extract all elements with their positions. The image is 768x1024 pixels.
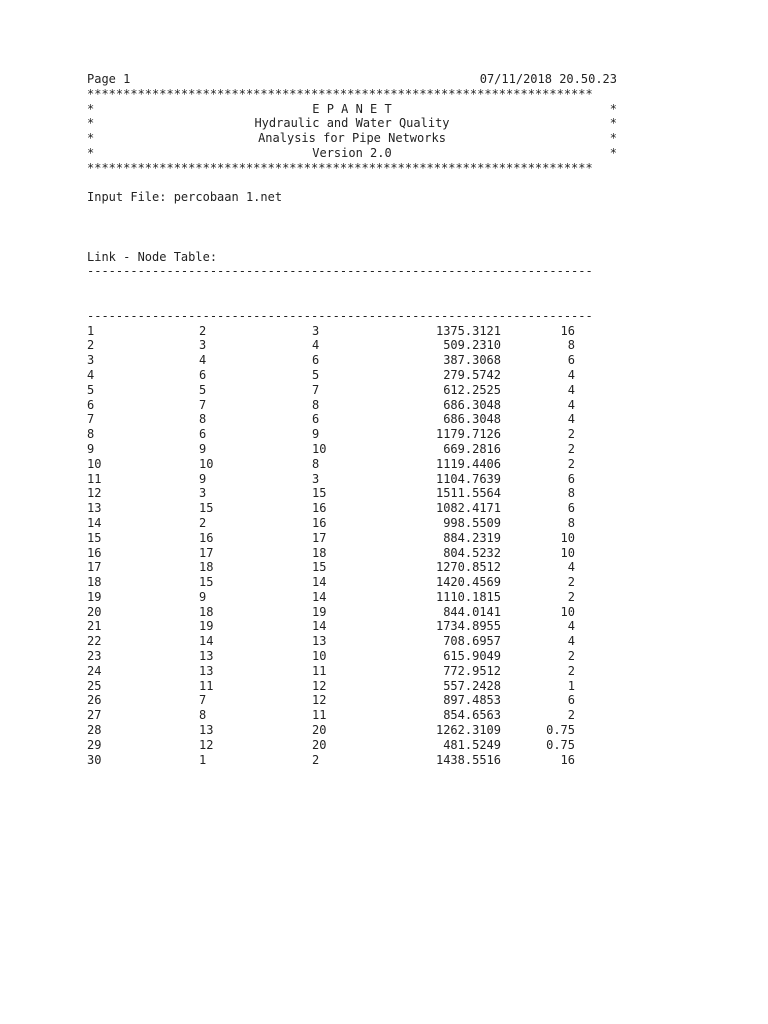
length-cell: 884.2319 xyxy=(443,530,501,545)
diameter-cell: 0.75 xyxy=(546,723,575,738)
end-node-cell: 17 xyxy=(312,530,327,545)
diameter-cell: 6 xyxy=(567,693,575,708)
length-cell: 1179.7126 xyxy=(435,427,501,442)
end-node-cell: 12 xyxy=(312,678,327,693)
link-id-cell: 10 xyxy=(87,456,102,471)
end-node-cell: 9 xyxy=(312,427,320,442)
table-row xyxy=(87,708,617,723)
diameter-cell: 0.75 xyxy=(546,737,575,752)
table-row xyxy=(87,738,617,753)
start-node-cell: 9 xyxy=(199,471,207,486)
start-node-cell: 13 xyxy=(199,663,214,678)
length-cell: 612.2525 xyxy=(443,382,501,397)
length-cell: 279.5742 xyxy=(443,367,501,382)
length-cell: 1511.5564 xyxy=(435,486,501,501)
page-header xyxy=(87,72,617,87)
length-cell: 1119.4406 xyxy=(435,456,501,471)
diameter-cell: 2 xyxy=(567,708,575,723)
length-cell: 509.2310 xyxy=(443,338,501,353)
length-cell: 1104.7639 xyxy=(435,471,501,486)
diameter-cell: 4 xyxy=(567,634,575,649)
diameter-cell: 2 xyxy=(567,575,575,590)
banner-line-title xyxy=(87,102,617,117)
end-node-cell: 15 xyxy=(312,486,327,501)
end-node-cell: 14 xyxy=(312,589,327,604)
length-cell: 804.5232 xyxy=(443,545,501,560)
length-cell: 557.2428 xyxy=(443,678,501,693)
link-id-cell: 27 xyxy=(87,708,102,723)
start-node-cell: 10 xyxy=(199,456,214,471)
table-row xyxy=(87,516,617,531)
diameter-cell: 4 xyxy=(567,412,575,427)
diameter-cell: 4 xyxy=(567,560,575,575)
table-row xyxy=(87,560,617,575)
start-node-cell: 3 xyxy=(199,486,207,501)
table-row xyxy=(87,457,617,472)
link-id-cell: 8 xyxy=(87,427,95,442)
start-node-cell: 4 xyxy=(199,353,207,368)
link-id-cell: 7 xyxy=(87,412,95,427)
banner-line-subtitle xyxy=(87,116,617,131)
start-node-cell: 3 xyxy=(199,338,207,353)
star-rule-bottom: ********************************************************************** xyxy=(87,160,593,175)
length-cell: 1270.8512 xyxy=(435,560,501,575)
table-row xyxy=(87,590,617,605)
end-node-cell: 12 xyxy=(312,693,327,708)
length-cell: 854.6563 xyxy=(443,708,501,723)
length-cell: 669.2816 xyxy=(443,441,501,456)
diameter-cell: 1 xyxy=(567,678,575,693)
table-row xyxy=(87,649,617,664)
link-id-cell: 25 xyxy=(87,678,102,693)
banner-star-right: * xyxy=(609,131,617,146)
link-id-cell: 12 xyxy=(87,486,102,501)
report-datetime: 07/11/2018 20.50.23 xyxy=(479,72,617,86)
link-id-cell: 1 xyxy=(87,323,95,338)
table-row xyxy=(87,398,617,413)
diameter-cell: 8 xyxy=(567,486,575,501)
start-node-cell: 17 xyxy=(199,545,214,560)
link-id-cell: 19 xyxy=(87,589,102,604)
diameter-cell: 4 xyxy=(567,367,575,382)
end-node-cell: 20 xyxy=(312,737,327,752)
link-id-cell: 9 xyxy=(87,441,95,456)
length-cell: 1420.4569 xyxy=(435,575,501,590)
start-node-cell: 7 xyxy=(199,397,207,412)
start-node-cell: 2 xyxy=(199,323,207,338)
dash-rule-top: ---------------------------------------------------------------------- xyxy=(87,264,593,279)
diameter-cell: 10 xyxy=(560,545,575,560)
table-row xyxy=(87,723,617,738)
end-node-cell: 8 xyxy=(312,456,320,471)
length-cell: 1375.3121 xyxy=(435,323,501,338)
end-node-cell: 14 xyxy=(312,575,327,590)
start-node-cell: 11 xyxy=(199,678,214,693)
table-row xyxy=(87,486,617,501)
end-node-cell: 11 xyxy=(312,663,327,678)
diameter-cell: 8 xyxy=(567,515,575,530)
start-node-cell: 7 xyxy=(199,693,207,708)
end-node-cell: 3 xyxy=(312,471,320,486)
length-cell: 686.3048 xyxy=(443,412,501,427)
end-node-cell: 5 xyxy=(312,367,320,382)
diameter-cell: 6 xyxy=(567,353,575,368)
start-node-cell: 6 xyxy=(199,427,207,442)
length-cell: 772.9512 xyxy=(443,663,501,678)
diameter-cell: 4 xyxy=(567,382,575,397)
end-node-cell: 6 xyxy=(312,353,320,368)
length-cell: 897.4853 xyxy=(443,693,501,708)
link-id-cell: 6 xyxy=(87,397,95,412)
start-node-cell: 14 xyxy=(199,634,214,649)
start-node-cell: 18 xyxy=(199,560,214,575)
start-node-cell: 1 xyxy=(199,752,207,767)
table-row xyxy=(87,501,617,516)
length-cell: 1262.3109 xyxy=(435,723,501,738)
end-node-cell: 10 xyxy=(312,441,327,456)
table-header-row-1 xyxy=(87,279,617,294)
start-node-cell: 2 xyxy=(199,515,207,530)
end-node-cell: 15 xyxy=(312,560,327,575)
link-id-cell: 28 xyxy=(87,723,102,738)
link-id-cell: 14 xyxy=(87,515,102,530)
end-node-cell: 8 xyxy=(312,397,320,412)
table-row xyxy=(87,368,617,383)
banner-line-subtitle-2 xyxy=(87,131,617,146)
start-node-cell: 9 xyxy=(199,441,207,456)
length-cell: 998.5509 xyxy=(443,515,501,530)
table-row xyxy=(87,619,617,634)
end-node-cell: 11 xyxy=(312,708,327,723)
link-id-cell: 5 xyxy=(87,382,95,397)
link-id-cell: 13 xyxy=(87,501,102,516)
link-id-cell: 30 xyxy=(87,752,102,767)
diameter-cell: 4 xyxy=(567,397,575,412)
link-id-cell: 4 xyxy=(87,367,95,382)
start-node-cell: 16 xyxy=(199,530,214,545)
table-title: Link - Node Table: xyxy=(87,249,218,264)
table-row xyxy=(87,664,617,679)
link-id-cell: 20 xyxy=(87,604,102,619)
length-cell: 481.5249 xyxy=(443,737,501,752)
start-node-cell: 13 xyxy=(199,649,214,664)
start-node-cell: 15 xyxy=(199,501,214,516)
banner-line-version xyxy=(87,146,617,161)
end-node-cell: 10 xyxy=(312,649,327,664)
end-node-cell: 20 xyxy=(312,723,327,738)
table-row xyxy=(87,693,617,708)
banner-program-name: E P A N E T xyxy=(312,101,392,116)
link-id-cell: 26 xyxy=(87,693,102,708)
end-node-cell: 7 xyxy=(312,382,320,397)
diameter-cell: 10 xyxy=(560,530,575,545)
diameter-cell: 16 xyxy=(560,323,575,338)
link-id-cell: 17 xyxy=(87,560,102,575)
start-node-cell: 12 xyxy=(199,737,214,752)
star-rule-top: ********************************************************************** xyxy=(87,86,593,101)
link-id-cell: 24 xyxy=(87,663,102,678)
report-page xyxy=(87,72,617,767)
link-node-table-body xyxy=(87,324,617,768)
banner-star-left: * xyxy=(87,145,95,160)
end-node-cell: 16 xyxy=(312,501,327,516)
length-cell: 708.6957 xyxy=(443,634,501,649)
table-row xyxy=(87,679,617,694)
start-node-cell: 15 xyxy=(199,575,214,590)
link-id-cell: 3 xyxy=(87,353,95,368)
diameter-cell: 2 xyxy=(567,456,575,471)
end-node-cell: 2 xyxy=(312,752,320,767)
diameter-cell: 2 xyxy=(567,441,575,456)
table-row xyxy=(87,383,617,398)
link-id-cell: 21 xyxy=(87,619,102,634)
dash-rule-header: ---------------------------------------------------------------------- xyxy=(87,308,593,323)
diameter-cell: 8 xyxy=(567,338,575,353)
link-id-cell: 18 xyxy=(87,575,102,590)
table-header-row-2 xyxy=(87,294,617,309)
end-node-cell: 16 xyxy=(312,515,327,530)
link-id-cell: 29 xyxy=(87,737,102,752)
start-node-cell: 5 xyxy=(199,382,207,397)
length-cell: 844.0141 xyxy=(443,604,501,619)
table-row xyxy=(87,472,617,487)
end-node-cell: 14 xyxy=(312,619,327,634)
end-node-cell: 4 xyxy=(312,338,320,353)
link-id-cell: 15 xyxy=(87,530,102,545)
diameter-cell: 10 xyxy=(560,604,575,619)
length-cell: 615.9049 xyxy=(443,649,501,664)
table-row xyxy=(87,338,617,353)
table-row xyxy=(87,412,617,427)
banner-version: Version 2.0 xyxy=(312,145,392,160)
start-node-cell: 13 xyxy=(199,723,214,738)
length-cell: 1110.1815 xyxy=(435,589,501,604)
length-cell: 387.3068 xyxy=(443,353,501,368)
diameter-cell: 2 xyxy=(567,589,575,604)
length-cell: 1438.5516 xyxy=(435,752,501,767)
input-file-label: Input File: percobaan 1.net xyxy=(87,190,283,205)
diameter-cell: 2 xyxy=(567,649,575,664)
diameter-cell: 2 xyxy=(567,663,575,678)
diameter-cell: 6 xyxy=(567,471,575,486)
start-node-cell: 8 xyxy=(199,412,207,427)
length-cell: 1082.4171 xyxy=(435,501,501,516)
start-node-cell: 19 xyxy=(199,619,214,634)
table-row xyxy=(87,605,617,620)
banner-star-left: * xyxy=(87,131,95,146)
start-node-cell: 9 xyxy=(199,589,207,604)
table-row xyxy=(87,427,617,442)
link-id-cell: 22 xyxy=(87,634,102,649)
page-number: Page 1 xyxy=(87,72,131,86)
table-row xyxy=(87,575,617,590)
table-row xyxy=(87,634,617,649)
link-id-cell: 2 xyxy=(87,338,95,353)
start-node-cell: 6 xyxy=(199,367,207,382)
link-id-cell: 11 xyxy=(87,471,102,486)
table-row xyxy=(87,546,617,561)
diameter-cell: 16 xyxy=(560,752,575,767)
link-id-cell: 16 xyxy=(87,545,102,560)
length-cell: 1734.8955 xyxy=(435,619,501,634)
start-node-cell: 8 xyxy=(199,708,207,723)
banner-star-right: * xyxy=(609,101,617,116)
length-cell: 686.3048 xyxy=(443,397,501,412)
banner-star-left: * xyxy=(87,116,95,131)
diameter-cell: 4 xyxy=(567,619,575,634)
table-row xyxy=(87,531,617,546)
banner-star-right: * xyxy=(609,145,617,160)
end-node-cell: 3 xyxy=(312,323,320,338)
banner-star-left: * xyxy=(87,101,95,116)
end-node-cell: 6 xyxy=(312,412,320,427)
link-id-cell: 23 xyxy=(87,649,102,664)
start-node-cell: 18 xyxy=(199,604,214,619)
banner-subtitle-2: Analysis for Pipe Networks xyxy=(258,131,446,146)
table-row xyxy=(87,753,617,768)
end-node-cell: 18 xyxy=(312,545,327,560)
table-row xyxy=(87,442,617,457)
banner-subtitle-1: Hydraulic and Water Quality xyxy=(254,116,450,131)
table-row xyxy=(87,324,617,339)
diameter-cell: 2 xyxy=(567,427,575,442)
end-node-cell: 13 xyxy=(312,634,327,649)
banner-star-right: * xyxy=(609,116,617,131)
diameter-cell: 6 xyxy=(567,501,575,516)
end-node-cell: 19 xyxy=(312,604,327,619)
table-row xyxy=(87,353,617,368)
